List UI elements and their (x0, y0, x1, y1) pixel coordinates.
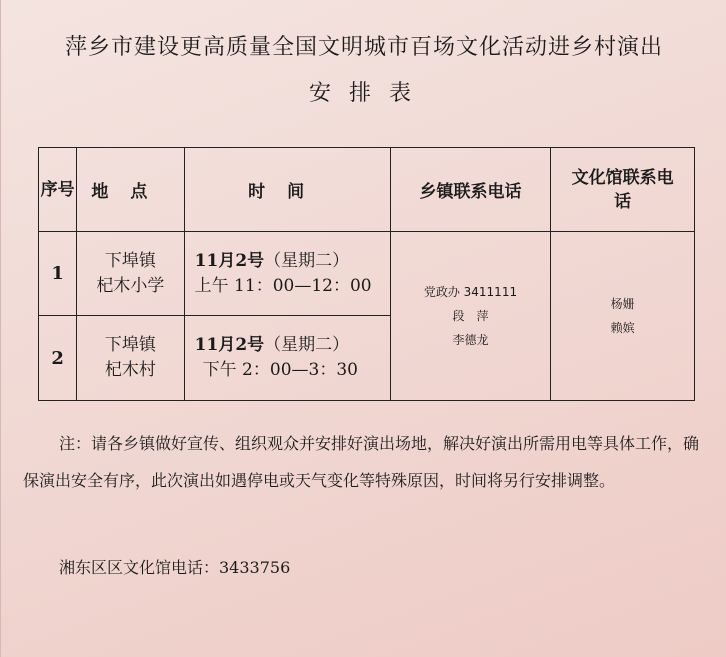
schedule-table (38, 147, 695, 401)
center-contact-person-2: 赖嫔 (610, 321, 635, 335)
center-contact-person-1: 杨姗 (610, 297, 635, 311)
table-header-row (39, 148, 695, 232)
row-time (184, 316, 390, 401)
time-slot: 上午 11：00—12：00 (194, 275, 372, 296)
header-location (77, 148, 184, 232)
row-location (77, 232, 184, 316)
header-time-label: 时间 (248, 182, 327, 202)
title-line-1: 萍乡市建设更高质量全国文明城市百场文化活动进乡村演出 (64, 35, 663, 60)
header-time (184, 148, 390, 232)
town-contact-person-1: 段 萍 (452, 309, 489, 323)
location-town: 下埠镇 (104, 250, 156, 271)
time-slot: 下午 2：00—3：30 (202, 360, 358, 380)
time-date: 11月2号 (194, 335, 265, 355)
row-time (184, 232, 390, 316)
header-center-phone: 文化馆联系电话 (551, 148, 695, 232)
town-contact-office: 党政办 3411111 (423, 285, 518, 299)
time-weekday: （星期二） (264, 250, 350, 271)
row-location (77, 316, 184, 401)
header-town-phone: 乡镇联系电话 (390, 148, 551, 232)
location-town: 下埠镇 (104, 335, 156, 355)
row-number: 2 (39, 316, 77, 401)
header-no: 序号 (39, 148, 77, 232)
town-contact-person-2: 李德龙 (452, 333, 489, 347)
location-place: 杞木村 (104, 360, 156, 380)
title-line-2: 安排表 (308, 81, 429, 106)
table-row (39, 232, 695, 316)
center-contact-cell (551, 232, 695, 401)
location-place: 杞木小学 (96, 275, 165, 296)
row-number: 1 (39, 232, 77, 316)
header-location-label: 地点 (91, 182, 170, 202)
footer-phone: 湘东区区文化馆电话：3433756 (59, 558, 291, 577)
note-paragraph: 注：请各乡镇做好宣传、组织观众并安排好演出场地，解决好演出所需用电等具体工作，确保演出安全有序，此次演出如遇停电或天气变化等特殊原因，时间将另行安排调整。 (23, 434, 700, 490)
town-contact-cell (390, 232, 551, 401)
time-date: 11月2号 (194, 250, 265, 271)
time-weekday: （星期二） (264, 335, 350, 355)
